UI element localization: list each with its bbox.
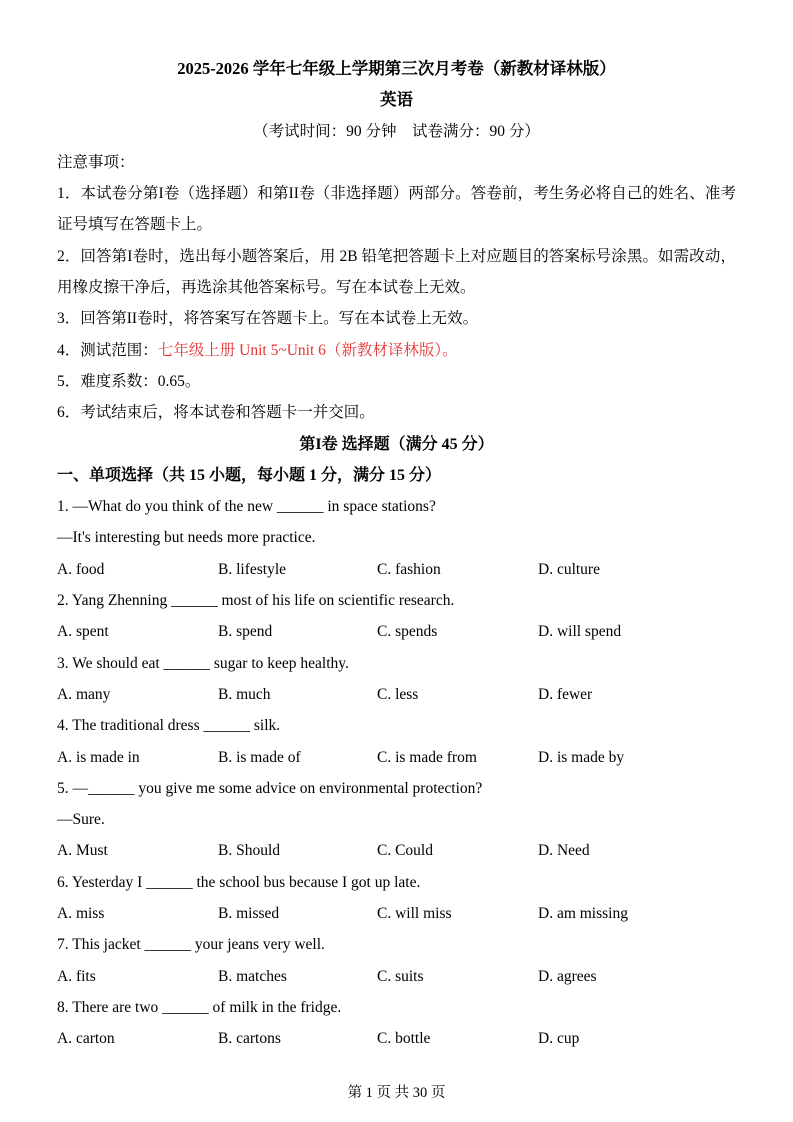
question-3-option-b: B. much (218, 685, 271, 703)
question-7-stem: 7. This jacket ______ your jeans very well. (57, 936, 325, 954)
question-7-option-d: D. agrees (538, 967, 597, 985)
question-8-option-d: D. cup (538, 1030, 580, 1048)
question-4-stem: 4. The traditional dress ______ silk. (57, 717, 281, 735)
part1-title: 第I卷 选择题（满分 45 分） (299, 435, 494, 453)
question-2-option-c: C. spends (377, 623, 438, 641)
note-text: 2．回答第I卷时，选出每小题答案后，用 2B 铅笔把答题卡上对应题目的答案标号涂黑。如需改动，用橡皮擦干净后，再选涂其他答案标号。写在本试卷上无效。 (57, 247, 736, 297)
question-1-option-d: D. culture (538, 560, 600, 578)
question-6-option-b: B. missed (218, 905, 280, 923)
question-2-stem: 2. Yang Zhenning ______ most of his life on scientific research. (57, 592, 455, 610)
question-4-options (57, 742, 736, 773)
question-5-option-c: C. Could (377, 842, 433, 860)
question-7 (57, 929, 736, 992)
notice-note-2 (57, 241, 736, 304)
question-3-option-d: D. fewer (538, 685, 593, 703)
question-6-option-a: A. miss (57, 905, 105, 923)
note-text: 4．测试范围： (57, 341, 158, 359)
question-8-stem: 8. There are two ______ of milk in the fridge. (57, 998, 342, 1016)
question-5-stem: 5. —______ you give me some advice on environmental protection? (57, 779, 483, 797)
question-8-option-a: A. carton (57, 1030, 115, 1048)
section-single-choice-title: 一、单项选择（共 15 小题，每小题 1 分，满分 15 分） (57, 466, 442, 484)
question-6-option-c: C. will miss (377, 905, 452, 923)
question-1 (57, 491, 736, 585)
question-6 (57, 867, 736, 930)
question-6-stem: 6. Yesterday I ______ the school bus because I got up late. (57, 873, 421, 891)
page-number-info: 第 1 页 共 30 页 (347, 1085, 446, 1101)
question-8-option-b: B. cartons (218, 1030, 281, 1048)
question-1-options (57, 554, 736, 585)
question-1-option-b: B. lifestyle (218, 560, 287, 578)
question-4-option-d: D. is made by (538, 748, 625, 766)
question-6-option-d: D. am missing (538, 905, 628, 923)
question-2-option-a: A. spent (57, 623, 109, 641)
note-text: 6．考试结束后，将本试卷和答题卡一并交回。 (57, 404, 375, 422)
question-8-option-c: C. bottle (377, 1030, 431, 1048)
question-1-stem: 1. —What do you think of the new ______ in space stations? (57, 498, 436, 516)
question-5-option-b: B. Should (218, 842, 281, 860)
notice-note-4 (57, 335, 736, 366)
question-5-stem-line2: —Sure. (57, 811, 105, 829)
question-3-option-a: A. many (57, 685, 111, 703)
notice-note-5 (57, 366, 736, 397)
exam-subject: 英语 (380, 90, 413, 110)
notice-note-1 (57, 178, 736, 241)
exam-title: 2025-2026 学年七年级上学期第三次月考卷（新教材译林版） (177, 59, 616, 78)
question-3-stem: 3. We should eat ______ sugar to keep healthy. (57, 654, 349, 672)
question-2-option-d: D. will spend (538, 623, 622, 641)
question-1-option-a: A. food (57, 560, 105, 578)
question-1-stem-line2: —It's interesting but needs more practice. (57, 529, 316, 547)
question-7-option-a: A. fits (57, 967, 96, 985)
question-3-option-c: C. less (377, 685, 419, 703)
note-text: 5．难度系数：0.65。 (57, 372, 201, 390)
question-5-options (57, 835, 736, 866)
question-4-option-b: B. is made of (218, 748, 301, 766)
question-8 (57, 992, 736, 1055)
notice-note-6 (57, 397, 736, 428)
notice-label: 注意事项： (57, 153, 135, 171)
question-8-options (57, 1023, 736, 1054)
question-2-options (57, 616, 736, 647)
question-5 (57, 773, 736, 867)
question-2 (57, 585, 736, 648)
question-4-option-c: C. is made from (377, 748, 477, 766)
question-5-option-a: A. Must (57, 842, 108, 860)
question-6-options (57, 898, 736, 929)
exam-info: （考试时间：90 分钟 试卷满分：90 分） (253, 122, 540, 140)
question-3 (57, 648, 736, 711)
question-1-option-c: C. fashion (377, 560, 441, 578)
question-5-option-d: D. Need (538, 842, 590, 860)
question-2-option-b: B. spend (218, 623, 273, 641)
question-4-option-a: A. is made in (57, 748, 140, 766)
question-3-options (57, 679, 736, 710)
note-highlight-scope: 七年级上册 Unit 5~Unit 6（新教材译林版）。 (157, 341, 458, 359)
note-text: 3．回答第II卷时，将答案写在答题卡上。写在本试卷上无效。 (57, 310, 479, 328)
notice-note-3 (57, 303, 736, 334)
note-text: 1．本试卷分第I卷（选择题）和第II卷（非选择题）两部分。答卷前，考生务必将自己的姓名、准考证号填写在答题卡上。 (57, 185, 736, 234)
question-4 (57, 710, 736, 773)
question-7-option-b: B. matches (218, 967, 287, 985)
page-footer (0, 1078, 793, 1109)
question-7-options (57, 961, 736, 992)
question-7-option-c: C. suits (377, 967, 424, 985)
